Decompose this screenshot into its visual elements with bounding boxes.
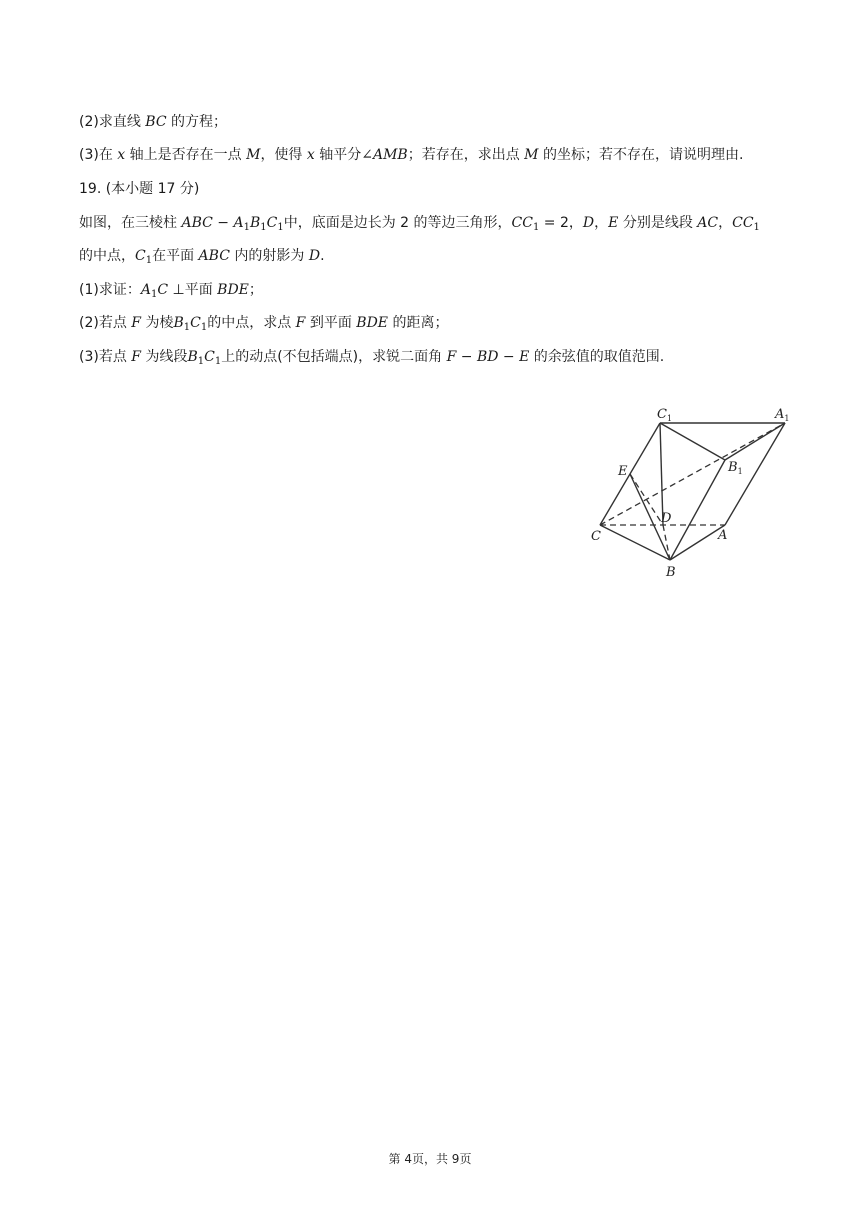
question-19-stem-line-2: 的中点，$C_1$在平面 ABC 内的射影为 D. bbox=[79, 248, 325, 266]
triangular-prism-diagram bbox=[585, 405, 795, 585]
hidden-segment-e-d bbox=[630, 474, 663, 525]
edge-c-b bbox=[600, 525, 670, 560]
question-18-part-3: (3)在 x 轴上是否存在一点 M，使得 x 轴平分∠AMB；若存在，求出点 M 的坐标；若不存在，请说明理由. bbox=[79, 147, 744, 163]
edge-c1-b1 bbox=[660, 423, 725, 460]
label-c: C bbox=[591, 529, 601, 544]
label-b1: $B_1$ bbox=[728, 460, 743, 476]
question-19-part-1: (1)求证：$A_1C$ ⊥平面 BDE； bbox=[79, 282, 263, 300]
page-footer: 第 4页，共 9页 bbox=[388, 1152, 472, 1166]
edge-b-a bbox=[670, 525, 728, 560]
segment-c1-d bbox=[660, 423, 663, 525]
label-e: E bbox=[618, 464, 628, 479]
question-19-stem-line-1: 如图，在三棱柱 ABC − $A_1B_1C_1$中，底面是边长为 2 的等边三角形，$CC_1 = 2$，D，E 分别是线段 AC，$CC_1$ bbox=[79, 215, 760, 233]
edge-b-b1 bbox=[670, 460, 728, 560]
question-19-header: 19. (本小题 17 分) bbox=[79, 181, 200, 197]
hidden-segment-c-a1 bbox=[600, 423, 785, 525]
label-b: B bbox=[666, 565, 676, 580]
label-a1: $A_1$ bbox=[775, 407, 790, 423]
question-19-part-2: (2)若点 F 为棱$B_1C_1$的中点，求点 F 到平面 BDE 的距离； bbox=[79, 315, 449, 333]
label-a: A bbox=[718, 528, 728, 543]
question-18-part-2: (2)求直线 BC 的方程； bbox=[79, 114, 227, 130]
label-d: D bbox=[661, 511, 672, 526]
label-c1: $C_1$ bbox=[657, 407, 673, 423]
prism-figure bbox=[585, 405, 795, 585]
question-19-part-3: (3)若点 F 为线段$B_1C_1$上的动点(不包括端点)，求锐二面角 F − BD − E 的余弦值的取值范围. bbox=[79, 349, 665, 367]
hidden-segment-d-b bbox=[663, 525, 670, 560]
